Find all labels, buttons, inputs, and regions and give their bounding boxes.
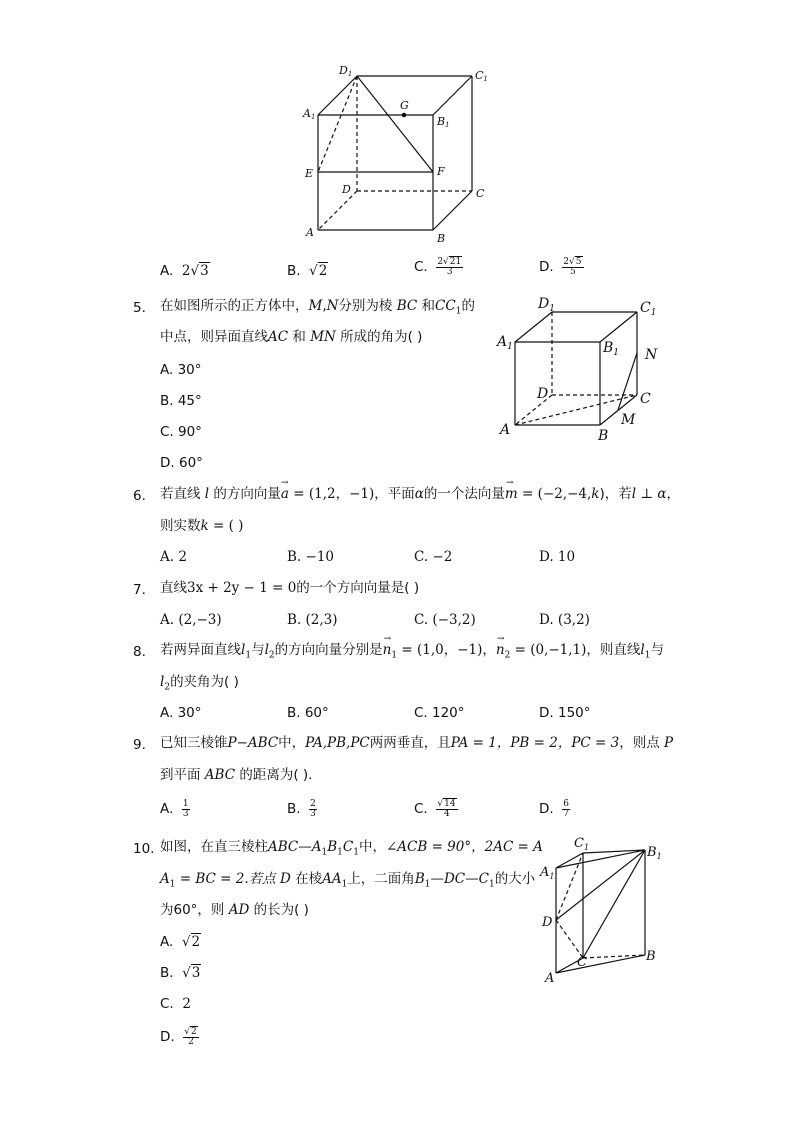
q10-line3: 为60°，则 AD 的长为( ) (160, 902, 309, 918)
q8-line1: 若两异面直线$l_1$与$l_2$的方向向量分别是 → $n_1 = (1,0$，−1)， → $n_2 = (0,-1,1)$，则直线$l_1$与 (160, 634, 664, 661)
figure-cube-mn (492, 290, 672, 450)
q6-option-b[interactable]: B. −10 (287, 549, 334, 565)
label-b: B (598, 428, 609, 444)
q8-number: 8. (133, 644, 146, 660)
q4-option-a[interactable]: A. 2√3 (160, 263, 209, 279)
q8-option-b[interactable]: B. 60° (287, 705, 329, 721)
q7-stem: 直线3x + 2y − 1 = 0的一个方向向量是( ) (160, 580, 420, 596)
label-b: B (437, 232, 446, 245)
q9-option-a[interactable]: A. $\frac{1}{3}$ (160, 799, 189, 820)
label-d1: $D_1$ (538, 296, 555, 314)
label-m: M (621, 412, 636, 428)
q5-option-b[interactable]: B. 45° (160, 393, 202, 409)
label-d: D (542, 915, 553, 930)
label-d: D (342, 183, 351, 196)
edge-c1b1 (433, 76, 472, 115)
q4-option-b[interactable]: B. √2 (287, 263, 328, 279)
q9-option-d[interactable]: D. $\frac{6}{7}$ (539, 799, 570, 820)
q5-option-d[interactable]: D. 60° (160, 455, 203, 471)
label-b: B (646, 949, 656, 964)
q7-option-c[interactable]: C. (−3,2) (414, 612, 476, 628)
q8-option-c[interactable]: C. 120° (414, 705, 465, 721)
label-a: A (545, 971, 555, 986)
edge-da (318, 191, 357, 230)
label-a1: $A_1$ (540, 865, 555, 881)
segment-dc (556, 920, 583, 958)
q9-option-b[interactable]: B. $\frac{2}{3}$ (287, 799, 316, 820)
edge-d1a1 (318, 76, 357, 115)
label-a1: A1 (303, 107, 316, 121)
q5-number: 5. (133, 300, 146, 316)
label-c1: $C_1$ (574, 836, 590, 852)
label-a: A (500, 422, 511, 438)
figure-prism (535, 828, 670, 988)
label-c: C (640, 391, 651, 407)
q6-number: 6. (133, 488, 146, 504)
q10-line2: $A_1$ = BC = 2.若点 D 在棱$AA_1$上，二面角$B_1—DC—C_1$的大小 (160, 871, 536, 890)
q7-option-b[interactable]: B. (2,3) (287, 612, 338, 628)
q4-option-d[interactable]: D. $\frac{2√5}{5}$ (539, 257, 582, 278)
segment-d1e (318, 76, 357, 172)
label-a: A (306, 226, 314, 239)
q7-option-d[interactable]: D. (3,2) (539, 612, 590, 628)
q8-option-a[interactable]: A. 30° (160, 705, 202, 721)
label-d1: D1 (339, 64, 353, 78)
label-n: N (645, 347, 658, 363)
label-c: C (476, 187, 485, 200)
q9-option-c[interactable]: C. $\frac{√14}{4}$ (414, 799, 456, 820)
q10-option-d[interactable]: D. $\frac{√2}{2}$ (160, 1027, 197, 1048)
label-b1: $B_1$ (603, 340, 620, 358)
edge-d1a1 (515, 312, 552, 342)
q6-option-d[interactable]: D. 10 (539, 549, 576, 565)
q5-option-a[interactable]: A. 30° (160, 362, 202, 378)
label-b1: B1 (437, 115, 450, 129)
segment-d1f (357, 76, 433, 172)
edge-bc (433, 191, 472, 230)
q6-option-c[interactable]: C. −2 (414, 549, 453, 565)
q10-option-a[interactable]: A. √2 (160, 934, 201, 950)
label-c: C (577, 955, 587, 970)
q5-line1: 在如图所示的正方体中，M,N分别为棱 BC 和$CC_1$的 (160, 298, 475, 317)
label-d: D (537, 386, 549, 402)
q9-line2: 到平面 ABC 的距离为( ). (160, 767, 313, 783)
q10-number: 10. (133, 841, 155, 857)
label-g: G (400, 99, 409, 112)
q7-number: 7. (133, 582, 146, 598)
edge-c1b1 (600, 312, 637, 342)
q5-line2: 中点，则异面直线AC 和 MN 所成的角为( ) (160, 329, 423, 345)
segment-b1c (583, 850, 645, 958)
q8-line2: $l_2$的夹角为( ) (160, 674, 239, 693)
label-f: F (437, 165, 445, 178)
q8-option-d[interactable]: D. 150° (539, 705, 591, 721)
figure-cube-efg (290, 60, 500, 250)
label-c1: C1 (475, 69, 488, 83)
q10-option-c[interactable]: C. 2 (160, 996, 191, 1012)
segment-nm (618, 353, 637, 410)
label-b1: $B_1$ (647, 845, 662, 861)
q6-line2: 则实数k = ( ) (160, 518, 244, 534)
q9-number: 9. (133, 737, 146, 753)
q6-option-a[interactable]: A. 2 (160, 549, 187, 565)
q4-option-c[interactable]: C. $\frac{2√21}{3}$ (414, 257, 462, 278)
q5-option-c[interactable]: C. 90° (160, 424, 202, 440)
q7-option-a[interactable]: A. (2,−3) (160, 612, 222, 628)
q10-line1: 如图，在直三棱柱$ABC—A_1B_1C_1$中，∠ACB = 90°，2AC = A (160, 839, 543, 858)
q6-line1: 若直线 l 的方向向量 → a = (1,2，−1)，平面α的一个法向量 → m = (−2,−4,k)，若l ⊥ α， (160, 478, 680, 502)
point-g (402, 113, 407, 118)
label-c1: $C_1$ (640, 300, 657, 318)
label-e: E (305, 167, 314, 180)
q10-option-b[interactable]: B. √3 (160, 965, 201, 981)
q9-line1: 已知三棱锥P−ABC中，PA,PB,PC两两垂直，且PA = 1，PB = 2，PC = 3，则点 P (160, 735, 674, 751)
label-a1: $A_1$ (497, 334, 513, 352)
